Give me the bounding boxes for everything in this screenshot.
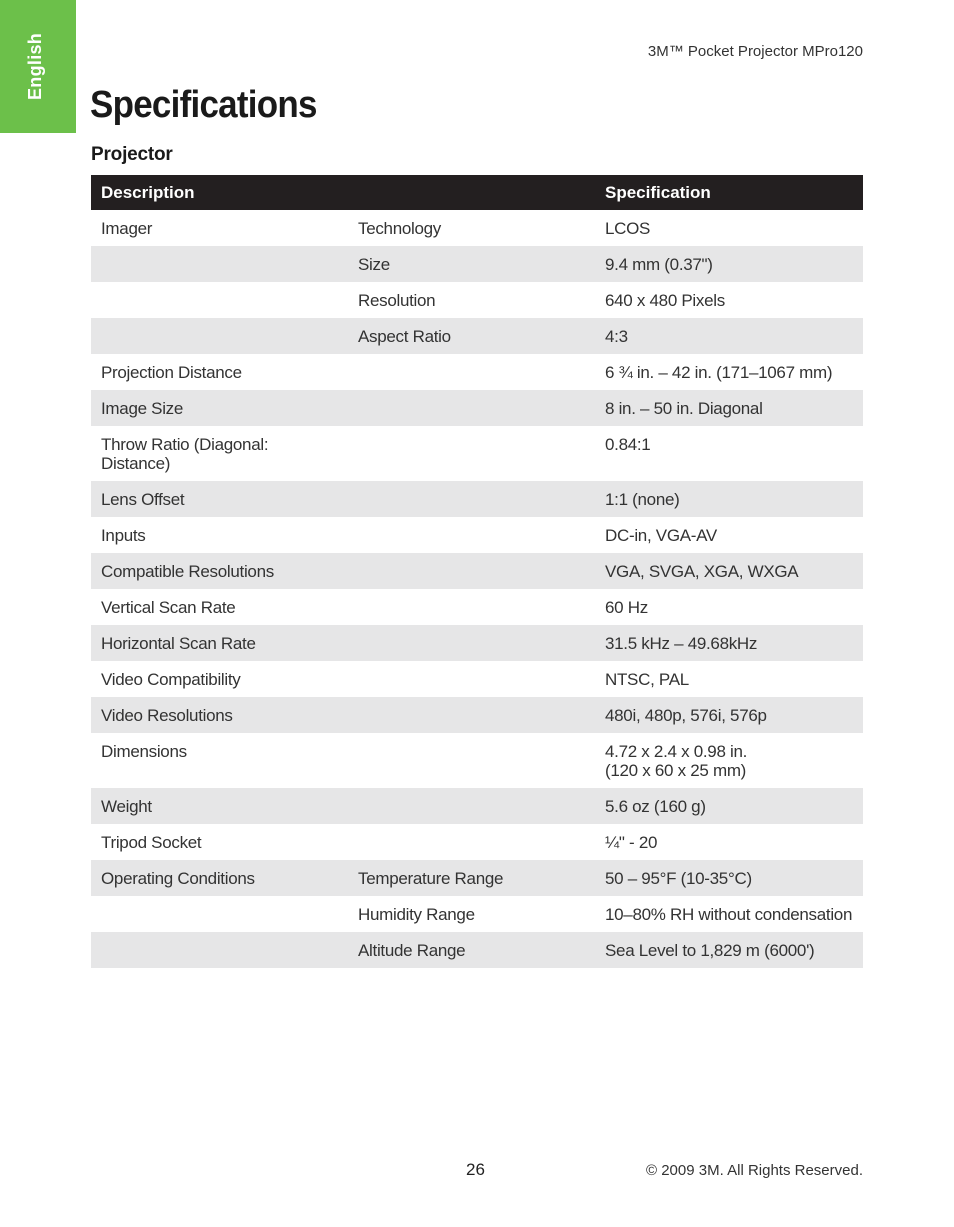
table-row [91, 282, 863, 318]
row-subcategory [348, 390, 595, 426]
row-description: Image Size [91, 390, 348, 426]
row-description: Lens Offset [91, 481, 348, 517]
table-row [91, 426, 863, 481]
row-specification: VGA, SVGA, XGA, WXGA [595, 553, 863, 589]
table-row [91, 481, 863, 517]
row-subcategory: Technology [358, 219, 442, 238]
row-description: Horizontal Scan Rate [91, 625, 348, 661]
table-row [91, 589, 863, 625]
row-subcategory [348, 788, 595, 824]
row-specification: 50 – 95°F (10-35°C) [595, 860, 863, 896]
row-description: Dimensions [101, 742, 187, 761]
row-subcategory [348, 589, 595, 625]
row-description: Imager [101, 219, 153, 238]
row-description: Tripod Socket [101, 833, 202, 852]
row-specification: DC-in, VGA-AV [605, 526, 717, 545]
row-subcategory [348, 824, 595, 860]
table-row [91, 824, 863, 860]
row-specification: 60 Hz [605, 598, 648, 617]
row-specification: 31.5 kHz – 49.68kHz [595, 625, 863, 661]
row-specification: 9.4 mm (0.37") [595, 246, 863, 282]
section-title: Projector [91, 144, 173, 165]
language-label: English [25, 32, 45, 100]
row-subcategory: Humidity Range [358, 905, 475, 924]
row-description [91, 896, 348, 932]
table-row [91, 553, 863, 589]
row-description [91, 246, 348, 282]
spec-table-header [91, 175, 863, 210]
header-description: Description [91, 175, 348, 210]
row-subcategory [348, 697, 595, 733]
table-row [91, 860, 863, 896]
row-subcategory [348, 517, 595, 553]
row-subcategory [348, 481, 595, 517]
page-title: Specifications [90, 84, 317, 126]
table-row [91, 390, 863, 426]
row-description: Operating Conditions [91, 860, 348, 896]
row-description: Inputs [101, 526, 146, 545]
row-subcategory [348, 625, 595, 661]
table-row [91, 733, 863, 788]
row-subcategory [348, 661, 595, 697]
row-description: Video Resolutions [91, 697, 348, 733]
row-specification: 1:1 (none) [595, 481, 863, 517]
row-description: Weight [91, 788, 348, 824]
row-description: Throw Ratio (Diagonal: Distance) [101, 435, 269, 473]
row-subcategory [348, 733, 595, 788]
row-subcategory: Aspect Ratio [348, 318, 595, 354]
row-description: Projection Distance [101, 363, 242, 382]
table-row [91, 210, 863, 246]
row-specification: 4.72 x 2.4 x 0.98 in. (120 x 60 x 25 mm) [605, 742, 748, 780]
table-row [91, 625, 863, 661]
row-specification: 6 ¾ in. – 42 in. (171–1067 mm) [605, 363, 833, 382]
row-specification: ¼" - 20 [605, 833, 658, 852]
row-description: Vertical Scan Rate [101, 598, 236, 617]
row-specification: Sea Level to 1,829 m (6000') [595, 932, 863, 968]
row-description: Video Compatibility [101, 670, 241, 689]
header-blank [348, 175, 595, 210]
page-number: 26 [466, 1160, 485, 1179]
row-description: Compatible Resolutions [91, 553, 348, 589]
table-row [91, 896, 863, 932]
table-row [91, 788, 863, 824]
table-row [91, 318, 863, 354]
row-subcategory: Altitude Range [348, 932, 595, 968]
table-row [91, 661, 863, 697]
row-subcategory [348, 426, 595, 481]
row-specification: 8 in. – 50 in. Diagonal [595, 390, 863, 426]
row-description [91, 932, 348, 968]
row-subcategory: Resolution [358, 291, 436, 310]
row-specification: 0.84:1 [605, 435, 651, 454]
table-row [91, 354, 863, 390]
header-product-name: 3M™ Pocket Projector MPro120 [647, 43, 863, 60]
row-subcategory: Temperature Range [348, 860, 595, 896]
row-subcategory [348, 354, 595, 390]
row-specification: 640 x 480 Pixels [605, 291, 725, 310]
row-specification: NTSC, PAL [605, 670, 689, 689]
header-specification: Specification [595, 175, 863, 210]
spec-table [91, 175, 863, 968]
language-tab [0, 0, 76, 133]
row-description [91, 282, 348, 318]
row-specification: LCOS [605, 219, 651, 238]
row-subcategory: Size [348, 246, 595, 282]
row-subcategory [348, 553, 595, 589]
row-description [91, 318, 348, 354]
row-specification: 480i, 480p, 576i, 576p [595, 697, 863, 733]
row-specification: 10–80% RH without condensation [605, 905, 853, 924]
row-specification: 5.6 oz (160 g) [595, 788, 863, 824]
table-row [91, 246, 863, 282]
copyright-notice: © 2009 3M. All Rights Reserved. [646, 1162, 863, 1179]
table-row [91, 517, 863, 553]
table-row [91, 932, 863, 968]
row-specification: 4:3 [595, 318, 863, 354]
table-row [91, 697, 863, 733]
